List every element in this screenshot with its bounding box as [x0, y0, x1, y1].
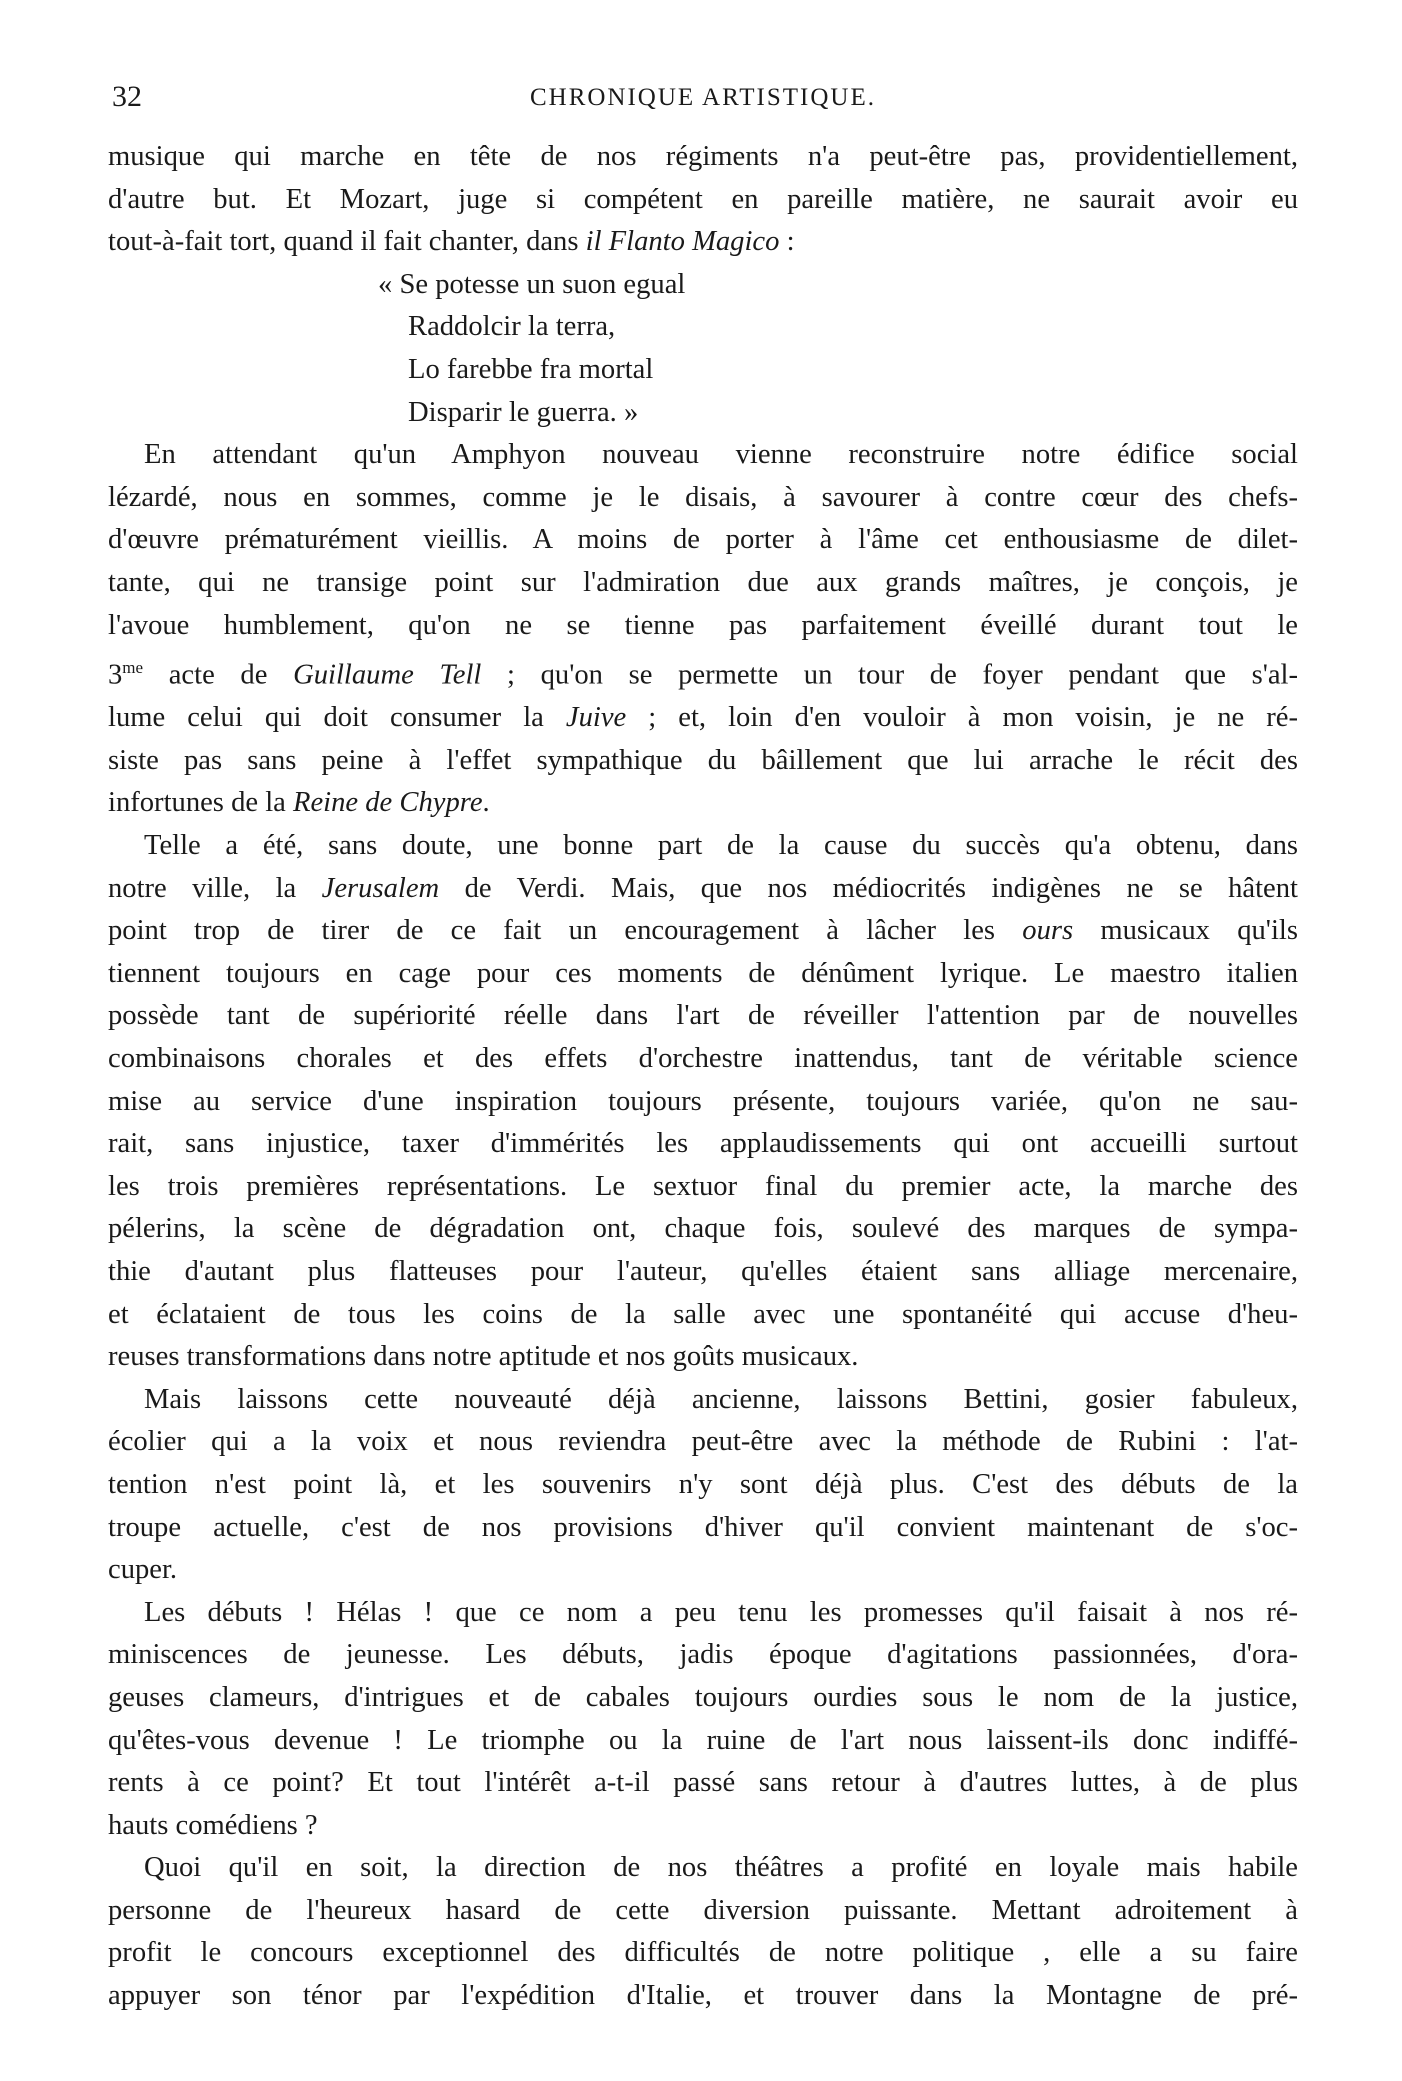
- text-line: reuses transformations dans notre aptitude et nos goûts musicaux.: [108, 1341, 859, 1373]
- text-line: point trop de tirer de ce fait un encouragement à lâcher les ours musicaux qu'ils: [108, 915, 1298, 947]
- book-page: [108, 78, 1298, 2018]
- text-line: Les débuts ! Hélas ! que ce nom a peu tenu les promesses qu'il faisait à nos ré-: [144, 1596, 1298, 1628]
- text-line: Telle a été, sans doute, une bonne part de la cause du succès qu'a obtenu, dans: [144, 830, 1298, 862]
- paragraph-6: [108, 1847, 1298, 2017]
- text-line: notre ville, la Jerusalem de Verdi. Mais, que nos médiocrités indigènes ne se hâtent: [108, 872, 1298, 904]
- verse-line: Raddolcir la terra,: [408, 311, 616, 343]
- text-line: profit le concours exceptionnel des difficultés de notre politique , elle a su faire: [108, 1937, 1298, 1969]
- text-line: musique qui marche en tête de nos régiments n'a peut-être pas, providentiellement,: [108, 141, 1298, 172]
- text-line: Quoi qu'il en soit, la direction de nos théâtres a profité en loyale mais habile: [144, 1852, 1298, 1884]
- paragraph-1: [108, 136, 1298, 264]
- verse-quotation: [378, 264, 1298, 434]
- italic-title: il Flanto Magico: [585, 226, 780, 258]
- text-line: possède tant de supériorité réelle dans l'art de réveiller l'attention par de nouvelles: [108, 1000, 1298, 1032]
- verse-line: Disparir le guerra. »: [408, 396, 639, 428]
- text-line: lézardé, nous en sommes, comme je le disais, à savourer à contre cœur des chefs-: [108, 481, 1298, 513]
- running-title: CHRONIQUE ARTISTIQUE.: [529, 84, 877, 111]
- text-line: $3^{me}$ acte de Guillaume Tell ; qu'on se permette un tour de foyer pendant que s'al-: [108, 658, 1299, 691]
- text-line: appuyer son ténor par l'expédition d'Italie, et trouver dans la Montagne de pré-: [108, 1980, 1298, 2012]
- text-line: tout-à-fait tort, quand il fait chanter, dans il Flanto Magico :: [108, 226, 795, 258]
- text-line: thie d'autant plus flatteuses pour l'auteur, qu'elles étaient sans alliage mercenaire,: [108, 1255, 1298, 1287]
- text-line: tiennent toujours en cage pour ces moments de dénûment lyrique. Le maestro italien: [108, 957, 1298, 989]
- italic-title: Juive: [565, 702, 627, 734]
- paragraph-2: [108, 434, 1298, 825]
- italic-title: Reine de Chypre: [293, 787, 483, 819]
- text-line: rents à ce point? Et tout l'intérêt a-t-il passé sans retour à d'autres luttes, à de plus: [108, 1767, 1298, 1799]
- text-line: les trois premières représentations. Le sextuor final du premier acte, la marche des: [108, 1170, 1298, 1202]
- text-line: d'œuvre prématurément vieillis. A moins de porter à l'âme cet enthousiasme de dilet-: [108, 524, 1298, 556]
- verse-line: « Se potesse un suon egual: [378, 268, 686, 300]
- text-line: geuses clameurs, d'intrigues et de cabales toujours ourdies sous le nom de la justice,: [108, 1681, 1298, 1713]
- text-line: hauts comédiens ?: [108, 1809, 318, 1841]
- text-line: troupe actuelle, c'est de nos provisions d'hiver qu'il convient maintenant de s'oc-: [108, 1511, 1298, 1543]
- text-line: tention n'est point là, et les souvenirs n'y sont déjà plus. C'est des débuts de la: [108, 1468, 1298, 1500]
- paragraph-4: [108, 1379, 1298, 1592]
- text-line: rait, sans injustice, taxer d'immérités les applaudissements qui ont accueilli surtout: [108, 1128, 1298, 1160]
- text-line: miniscences de jeunesse. Les débuts, jadis époque d'agitations passionnées, d'ora-: [108, 1639, 1298, 1671]
- text-line: tante, qui ne transige point sur l'admiration due aux grands maîtres, je conçois, je: [108, 566, 1298, 598]
- text-line: combinaisons chorales et des effets d'orchestre inattendus, tant de véritable science: [108, 1043, 1298, 1074]
- text-line: l'avoue humblement, qu'on ne se tienne pas parfaitement éveillé durant tout le: [108, 609, 1298, 641]
- text-line: pélerins, la scène de dégradation ont, chaque fois, soulevé des marques de sympa-: [108, 1213, 1298, 1245]
- text-line: siste pas sans peine à l'effet sympathique du bâillement que lui arrache le récit des: [108, 744, 1298, 776]
- verse-line: Lo farebbe fra mortal: [408, 353, 654, 385]
- text-line: écolier qui a la voix et nous reviendra peut-être avec la méthode de Rubini : l'at-: [108, 1426, 1298, 1458]
- text-line: personne de l'heureux hasard de cette diversion puissante. Mettant adroitement à: [108, 1894, 1298, 1926]
- text-line: d'autre but. Et Mozart, juge si compétent en pareille matière, ne saurait avoir eu: [108, 183, 1298, 215]
- page-header: [108, 78, 1298, 130]
- italic-title: Jerusalem: [321, 872, 440, 904]
- italic-title: Guillaume Tell: [293, 659, 482, 691]
- text-line: En attendant qu'un Amphyon nouveau vienne reconstruire notre édifice social: [144, 439, 1298, 471]
- paragraph-5: [108, 1592, 1298, 1848]
- text-line: infortunes de la Reine de Chypre.: [108, 787, 490, 819]
- text-line: Mais laissons cette nouveauté déjà ancienne, laissons Bettini, gosier fabuleux,: [144, 1383, 1298, 1415]
- text-line: qu'êtes-vous devenue ! Le triomphe ou la ruine de l'art nous laissent-ils donc indiffé-: [108, 1724, 1298, 1756]
- text-line: mise au service d'une inspiration toujours présente, toujours variée, qu'on ne sau-: [108, 1085, 1298, 1117]
- page-number: 32: [112, 80, 142, 113]
- italic-word: ours: [1022, 915, 1074, 947]
- text-line: lume celui qui doit consumer la Juive ; et, loin d'en vouloir à mon voisin, je ne ré-: [108, 702, 1298, 734]
- text-line: et éclataient de tous les coins de la salle avec une spontanéité qui accuse d'heu-: [108, 1298, 1298, 1330]
- paragraph-3: [108, 825, 1298, 1379]
- text-line: cuper.: [108, 1554, 178, 1586]
